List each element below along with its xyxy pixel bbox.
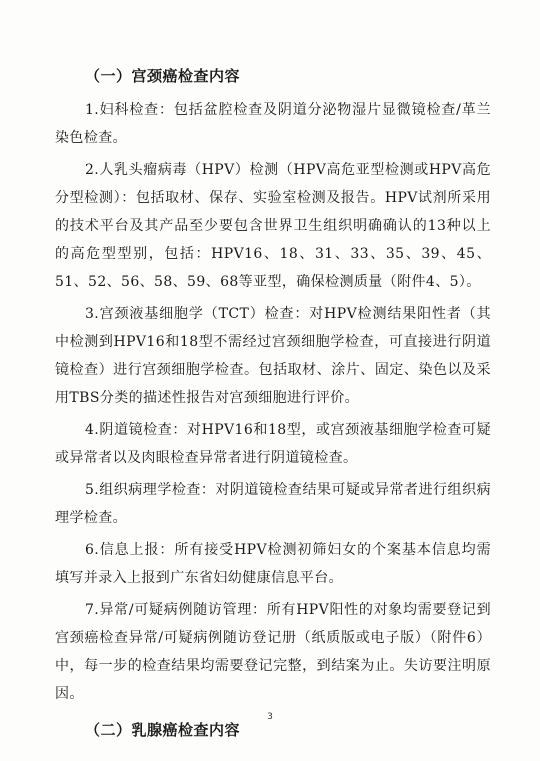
section-heading-breast: （二）乳腺癌检查内容: [85, 721, 241, 739]
paragraph-item-6: 6.信息上报：所有接受HPV检测初筛妇女的个案基本信息均需填写并录入上报到广东省妇幼健康信息平台。: [55, 542, 491, 586]
page-number: 3: [267, 712, 273, 722]
page-content: [55, 62, 491, 750]
paragraph-item-3: 3.宫颈液基细胞学（TCT）检查：对HPV检测结果阳性者（其中检测到HPV16和18型不需经过宫颈细胞学检查，可直接进行阴道镜检查）进行宫颈细胞学检查。包括取材、涂片、固定、染色以及采用TBS分类的描述性报告对宫颈细胞进行评价。: [55, 306, 491, 406]
paragraph-item-5: 5.组织病理学检查：对阴道镜检查结果可疑或异常者进行组织病理学检查。: [55, 482, 491, 526]
paragraph-item-7: 7.异常/可疑病例随访管理：所有HPV阳性的对象均需要登记到宫颈癌检查异常/可疑病例随访登记册（纸质版或电子版）（附件6）中，每一步的检查结果均需要登记完整，到结案为止。失访要注明原因。: [55, 602, 491, 702]
paragraph-item-2: 2.人乳头瘤病毒（HPV）检测（HPV高危亚型检测或HPV高危分型检测）：包括取材、保存、实验室检测及报告。HPV试剂所采用的技术平台及其产品至少要包含世界卫生组织明确确认的13种以上的高危型型别，包括：HPV16、18、31、33、35、39、45、51、52、56、58、59、68等亚型，确保检测质量（附件4、5）。: [55, 162, 491, 290]
paragraph-item-1: 1.妇科检查：包括盆腔检查及阴道分泌物湿片显微镜检查/革兰染色检查。: [55, 102, 491, 146]
section-heading-cervical: （一）宫颈癌检查内容: [85, 67, 241, 85]
paragraph-item-4: 4.阴道镜检查：对HPV16和18型，或宫颈液基细胞学检查可疑或异常者以及肉眼检查异常者进行阴道镜检查。: [55, 422, 491, 466]
